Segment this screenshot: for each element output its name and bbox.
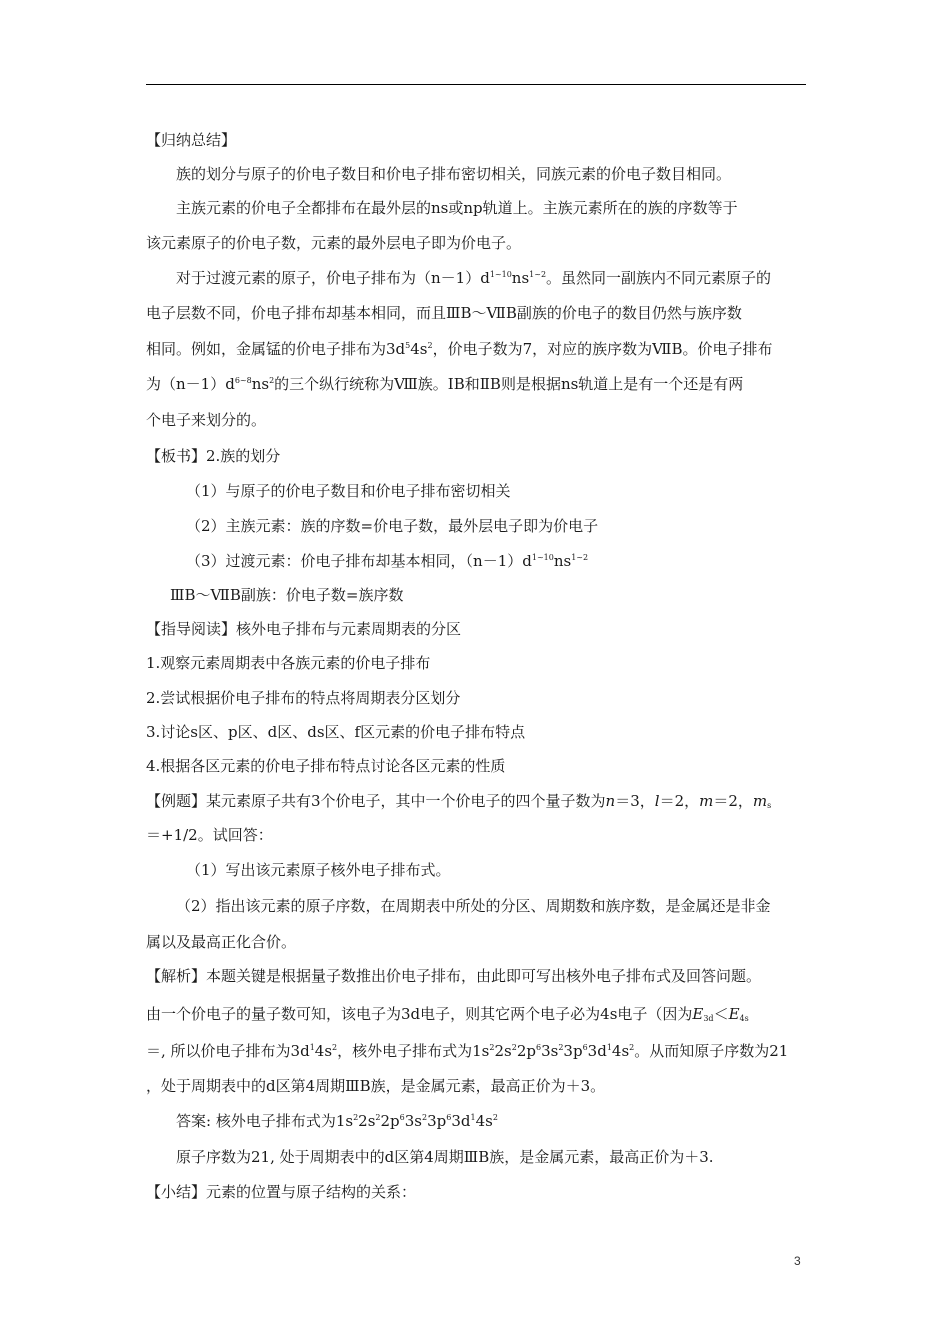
paragraph-line: 主族元素的价电子全都排布在最外层的ns或np轨道上。主族元素所在的族的序数等于 — [176, 199, 738, 217]
list-item: 1.观察元素周期表中各族元素的价电子排布 — [146, 654, 431, 672]
list-item: （1）与原子的价电子数目和价电子排布密切相关 — [186, 482, 511, 500]
paragraph-line: 由一个价电子的量子数可知，该电子为3d电子，则其它两个电子必为4s电子（因为$E_{3d}<E_{4s}$ — [146, 1005, 749, 1023]
header-rule — [146, 84, 806, 85]
list-item: 4.根据各区元素的价电子排布特点讨论各区元素的性质 — [146, 757, 506, 775]
heading-summary: 【归纳总结】 — [146, 131, 237, 149]
list-item: 2.尝试根据价电子排布的特点将周期表分区划分 — [146, 689, 461, 707]
paragraph-line: 属以及最高正化合价。 — [146, 933, 297, 951]
paragraph-line: 族的划分与原子的价电子数目和价电子排布密切相关，同族元素的价电子数目相同。 — [176, 165, 732, 183]
paragraph-line: 为$(n-1)d^{6\sim 8}ns^2$的三个纵行统称为Ⅷ族。ⅠB和ⅡB则是根据ns轨道上是有一个还是有两 — [146, 375, 744, 393]
list-item: 3.讨论s区、p区、d区、ds区、f区元素的价电子排布特点 — [146, 723, 526, 741]
analysis-heading: 【解析】本题关键是根据量子数推出价电子排布，由此即可写出核外电子排布式及回答问题。 — [146, 967, 762, 985]
heading-reading: 【指导阅读】核外电子排布与元素周期表的分区 — [146, 620, 462, 638]
example-question: 【例题】某元素原子共有3个价电子，其中一个价电子的四个量子数为n＝3，l＝2，m＝2，$m_s$ — [146, 792, 772, 810]
paragraph-line: ＝+1/2。试回答： — [146, 826, 273, 844]
paragraph-line: 相同。例如，金属锰的价电子排布为$3d^54s^2$，价电子数为7，对应的族序数为ⅦB。价电子排布 — [146, 340, 773, 358]
heading-board: 【板书】2.族的划分 — [146, 447, 281, 465]
list-item: （2）主族元素：族的序数=价电子数，最外层电子即为价电子 — [186, 517, 599, 535]
heading-conclusion: 【小结】元素的位置与原子结构的关系： — [146, 1183, 417, 1201]
list-item: （3）过渡元素：价电子排布却基本相同，$(n-1)d^{1\sim 10}ns^{1\sim 2}$ — [186, 552, 589, 570]
page-number: 3 — [794, 1254, 801, 1268]
list-item: ⅢB～ⅦB副族：价电子数=族序数 — [170, 586, 404, 604]
paragraph-line: ，处于周期表中的d区第4周期ⅢB族，是金属元素，最高正价为＋3。 — [146, 1077, 606, 1095]
paragraph-line: 个电子来划分的。 — [146, 411, 267, 429]
list-item: （1）写出该元素原子核外电子排布式。 — [186, 861, 451, 879]
paragraph-line: 电子层数不同，价电子排布却基本相同，而且ⅢB～ⅦB副族的价电子的数目仍然与族序数 — [146, 304, 742, 322]
paragraph-line: 对于过渡元素的原子，价电子排布为$(n-1)d^{1\sim 10}ns^{1\sim 2}$。虽然同一副族内不同元素原子的 — [176, 269, 772, 287]
list-item: （2）指出该元素的原子序数，在周期表中所处的分区、周期数和族序数，是金属还是非金 — [176, 897, 771, 915]
paragraph-line: ＝, 所以价电子排布为$3d^14s^2$，核外电子排布式为$1s^22s^22p^63s^23p^63d^14s^2$。从而知原子序数为21 — [146, 1042, 789, 1060]
answer-line: 答案: 核外电子排布式为$1s^22s^22p^63s^23p^63d^14s^2$ — [176, 1112, 498, 1130]
answer-line: 原子序数为21, 处于周期表中的d区第4周期ⅢB族，是金属元素，最高正价为＋3. — [176, 1148, 714, 1166]
paragraph-line: 该元素原子的价电子数，元素的最外层电子即为价电子。 — [146, 234, 522, 252]
